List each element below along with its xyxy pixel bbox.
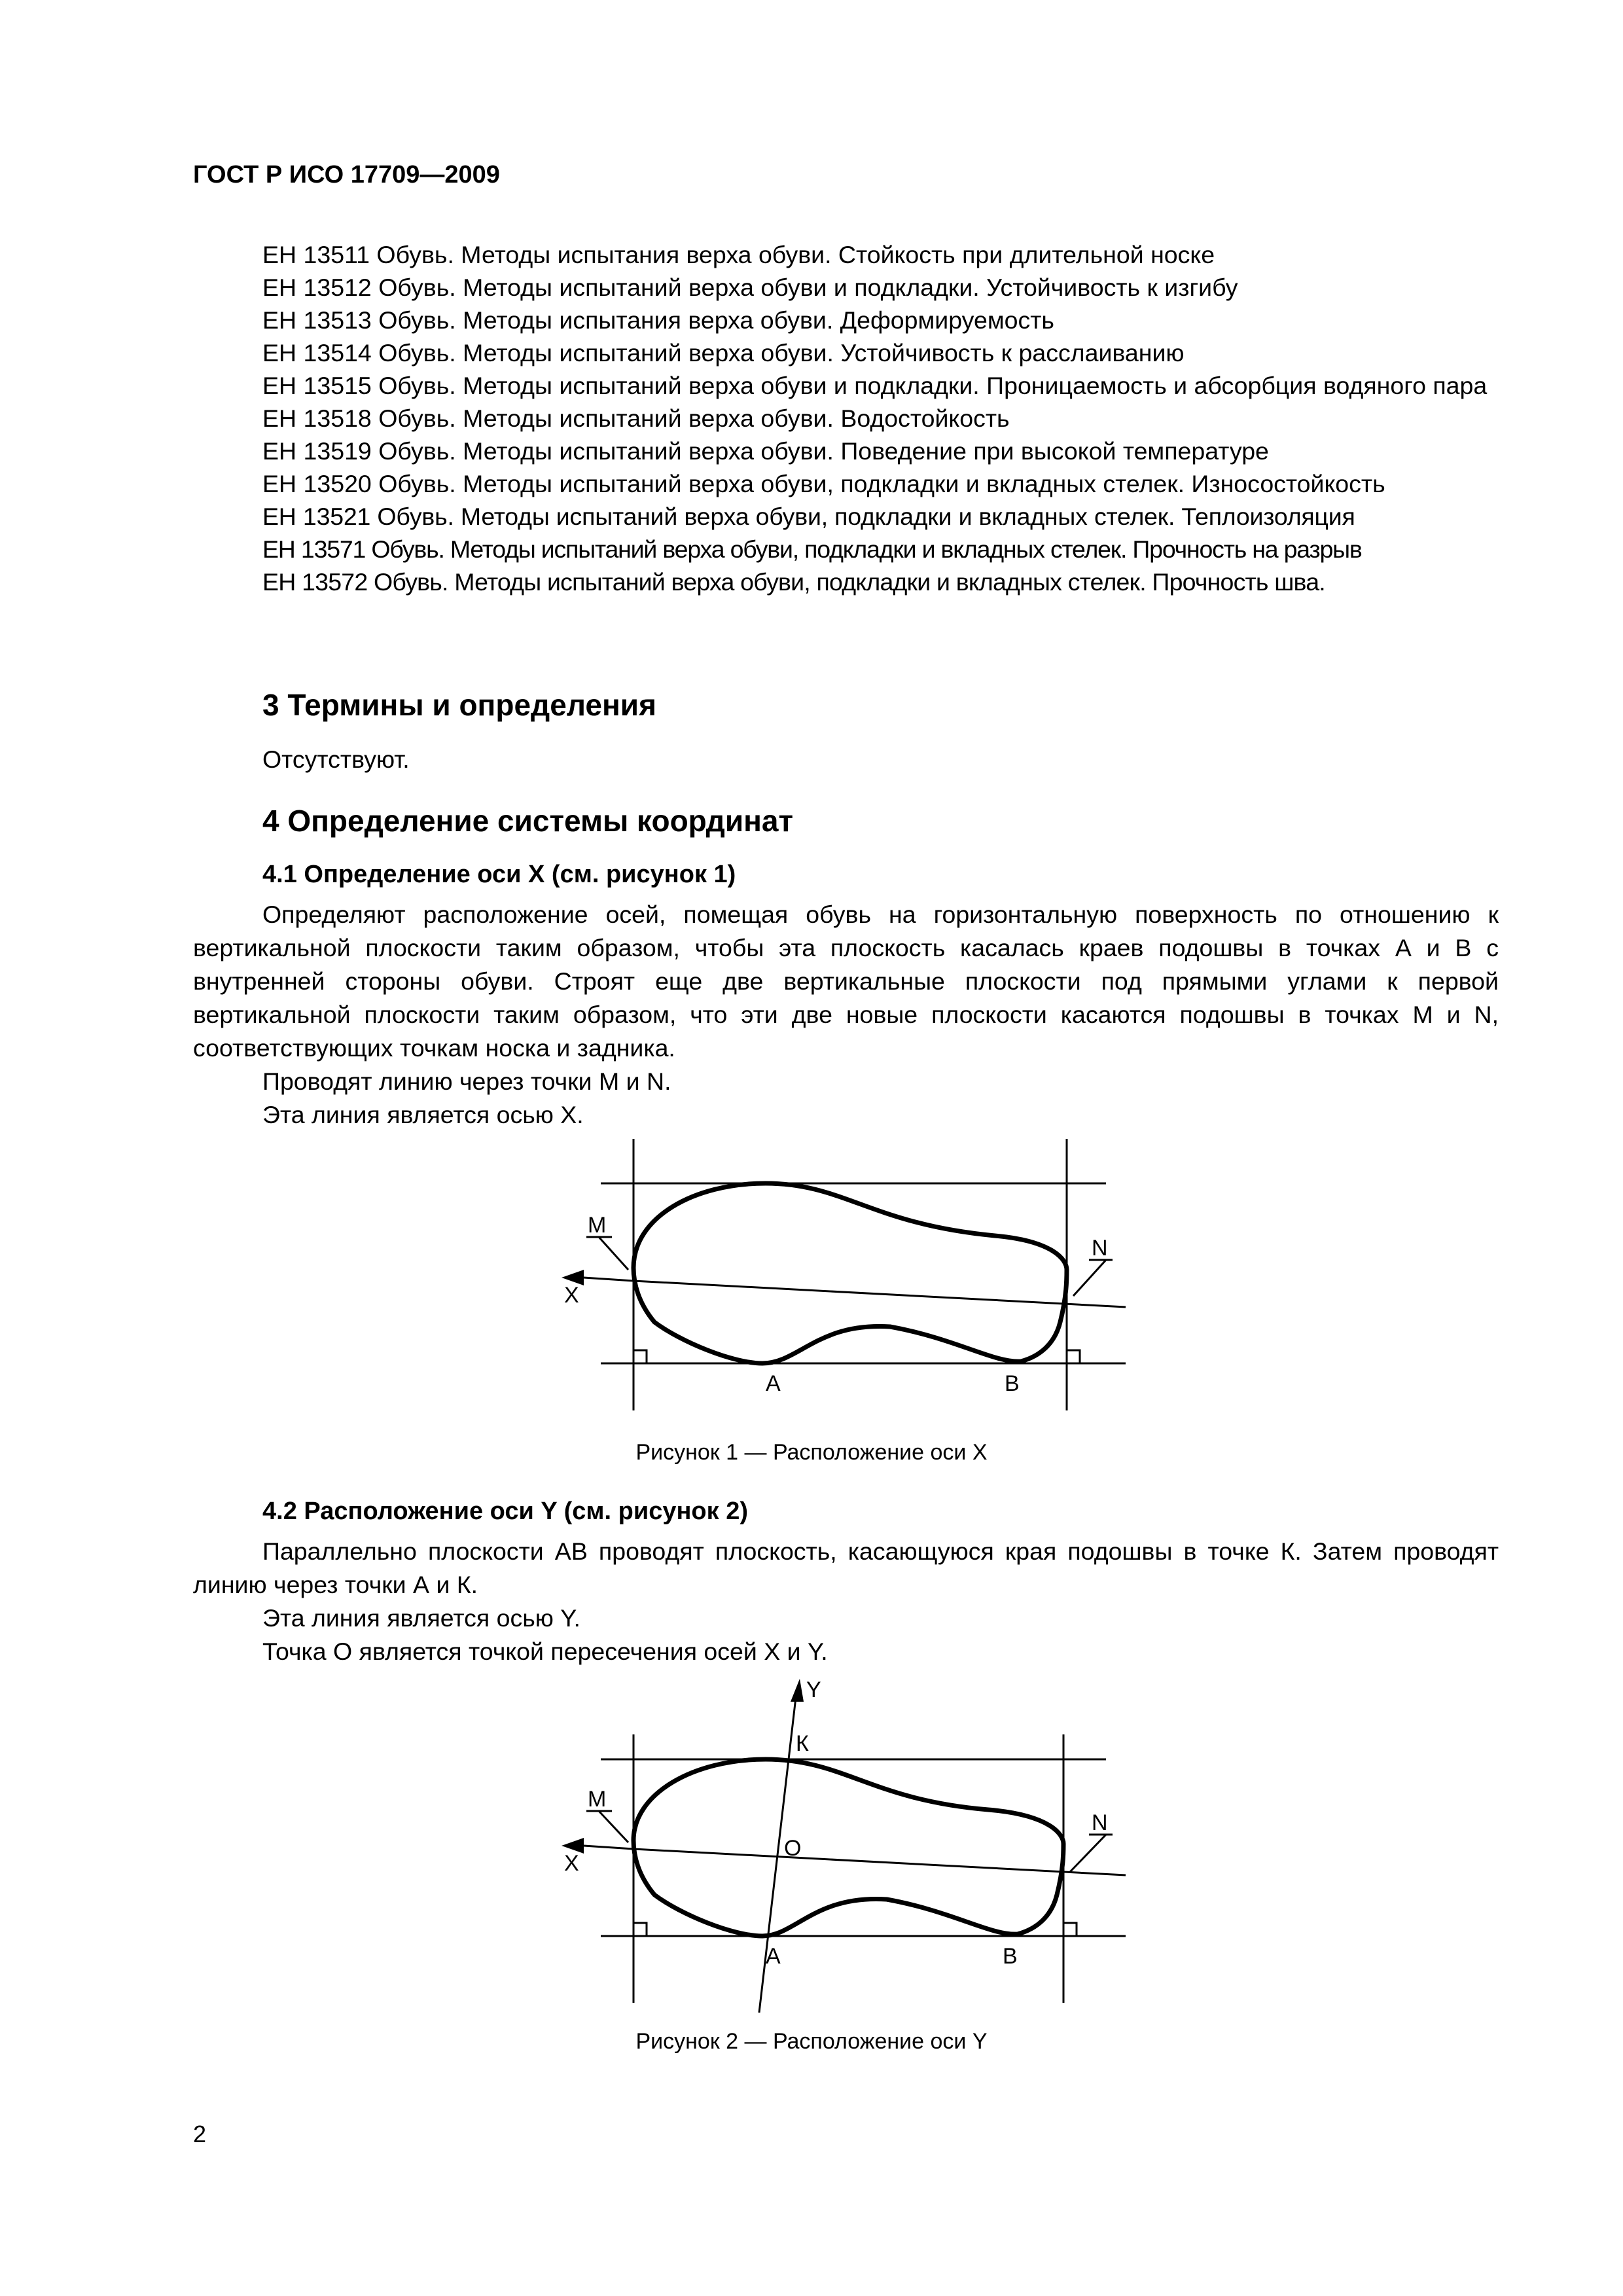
x-axis-arrow-shaft bbox=[584, 1278, 633, 1281]
section-3-text: Отсутствуют. bbox=[262, 745, 410, 773]
x-axis-line bbox=[633, 1849, 1126, 1875]
figure-1-caption: Рисунок 1 — Расположение оси X bbox=[635, 1440, 988, 1465]
right-angle-mark-right bbox=[1063, 1923, 1077, 1936]
label-a: А bbox=[766, 1371, 781, 1396]
subsection-4-2-body bbox=[193, 1535, 1499, 1668]
x-axis-arrow-shaft bbox=[584, 1846, 633, 1849]
label-b: В bbox=[1005, 1371, 1020, 1396]
right-angle-mark-right bbox=[1067, 1350, 1080, 1363]
label-k: К bbox=[796, 1731, 809, 1756]
sole-outline bbox=[633, 1183, 1067, 1363]
figure-2-diagram bbox=[0, 1672, 1623, 2019]
subsection-4-2-title: 4.2 Расположение оси Y (см. рисунок 2) bbox=[262, 1498, 749, 1525]
label-n: N bbox=[1092, 1236, 1108, 1261]
subsection-4-1-line-1: Проводят линию через точки М и N. bbox=[262, 1067, 671, 1095]
page-number: 2 bbox=[193, 2121, 207, 2147]
reference-item: ЕН 13521 Обувь. Методы испытаний верха обуви, подкладки и вкладных стелек. Теплоизоляция bbox=[262, 503, 1355, 530]
reference-item: ЕН 13515 Обувь. Методы испытаний верха обуви и подкладки. Проницаемость и абсорбция водяного пара bbox=[262, 372, 1488, 399]
x-axis-line bbox=[633, 1281, 1126, 1307]
n-leader-line bbox=[1073, 1260, 1106, 1296]
label-x: X bbox=[564, 1283, 579, 1308]
m-leader-line bbox=[599, 1811, 628, 1842]
section-4-title: 4 Определение системы координат bbox=[262, 804, 793, 838]
right-angle-mark-left bbox=[633, 1350, 647, 1363]
y-axis-arrow-icon bbox=[791, 1679, 804, 1702]
subsection-4-2-paragraph: Параллельно плоскости АВ проводят плоскость, касающуюся края подошвы в точке К. Затем проводят линию через точки А и К. bbox=[193, 1537, 1499, 1598]
reference-item: ЕН 13513 Обувь. Методы испытания верха обуви. Деформируемость bbox=[262, 306, 1054, 334]
label-n: N bbox=[1092, 1810, 1108, 1835]
m-leader-line bbox=[599, 1237, 628, 1270]
subsection-4-2-line-1: Эта линия является осью Y. bbox=[262, 1604, 580, 1632]
figure-2-caption: Рисунок 2 — Расположение оси Y bbox=[635, 2029, 988, 2054]
sole-outline bbox=[633, 1759, 1063, 1936]
reference-item: ЕН 13519 Обувь. Методы испытаний верха обуви. Поведение при высокой температуре bbox=[262, 437, 1269, 465]
label-y: Y bbox=[806, 1677, 821, 1702]
reference-item: ЕН 13518 Обувь. Методы испытаний верха обуви. Водостойкость bbox=[262, 404, 1010, 432]
subsection-4-1-line-2: Эта линия является осью X. bbox=[262, 1101, 584, 1128]
document-header: ГОСТ Р ИСО 17709—2009 bbox=[193, 161, 500, 188]
reference-item: ЕН 13514 Обувь. Методы испытаний верха обуви. Устойчивость к расслаиванию bbox=[262, 339, 1185, 367]
section-3-text-block bbox=[193, 743, 1499, 776]
label-a: А bbox=[766, 1944, 781, 1969]
subsection-4-1-paragraph: Определяют расположение осей, помещая обувь на горизонтальную поверхность по отношению к вертикальной плоскости таким образом, чтобы эта плоскость касалась краев подошвы в точках А и В с внутренней стороны обуви. Строят еще две вертикальные плоскости под прямыми углами к первой вертикальной плоскости таким образом, что эти две новые плоскости касаются подошвы в точках М и N, соответствующих точкам носка и задника. bbox=[193, 901, 1499, 1062]
reference-item: ЕН 13571 Обувь. Методы испытаний верха обуви, подкладки и вкладных стелек. Прочность на разрыв bbox=[262, 535, 1362, 563]
right-angle-mark-left bbox=[633, 1923, 647, 1936]
reference-item: ЕН 13512 Обувь. Методы испытаний верха обуви и подкладки. Устойчивость к изгибу bbox=[262, 274, 1238, 301]
label-x: X bbox=[564, 1851, 579, 1876]
figure-1-diagram bbox=[0, 1139, 1623, 1427]
n-leader-line bbox=[1070, 1835, 1106, 1872]
subsection-4-1-body bbox=[193, 898, 1499, 1132]
reference-item: ЕН 13511 Обувь. Методы испытания верха обуви. Стойкость при длительной носке bbox=[262, 241, 1215, 268]
label-o: О bbox=[784, 1836, 802, 1861]
reference-item: ЕН 13520 Обувь. Методы испытаний верха обуви, подкладки и вкладных стелек. Износостойкость bbox=[262, 470, 1385, 497]
normative-references-list bbox=[193, 238, 1499, 598]
section-3-title: 3 Термины и определения bbox=[262, 688, 656, 722]
label-m: М bbox=[588, 1213, 607, 1238]
subsection-4-1-title: 4.1 Определение оси X (см. рисунок 1) bbox=[262, 861, 736, 888]
subsection-4-2-line-2: Точка О является точкой пересечения осей X и Y. bbox=[262, 1638, 828, 1665]
label-m: М bbox=[588, 1787, 607, 1812]
reference-item: ЕН 13572 Обувь. Методы испытаний верха обуви, подкладки и вкладных стелек. Прочность шва. bbox=[262, 568, 1325, 596]
label-b: В bbox=[1003, 1944, 1018, 1969]
